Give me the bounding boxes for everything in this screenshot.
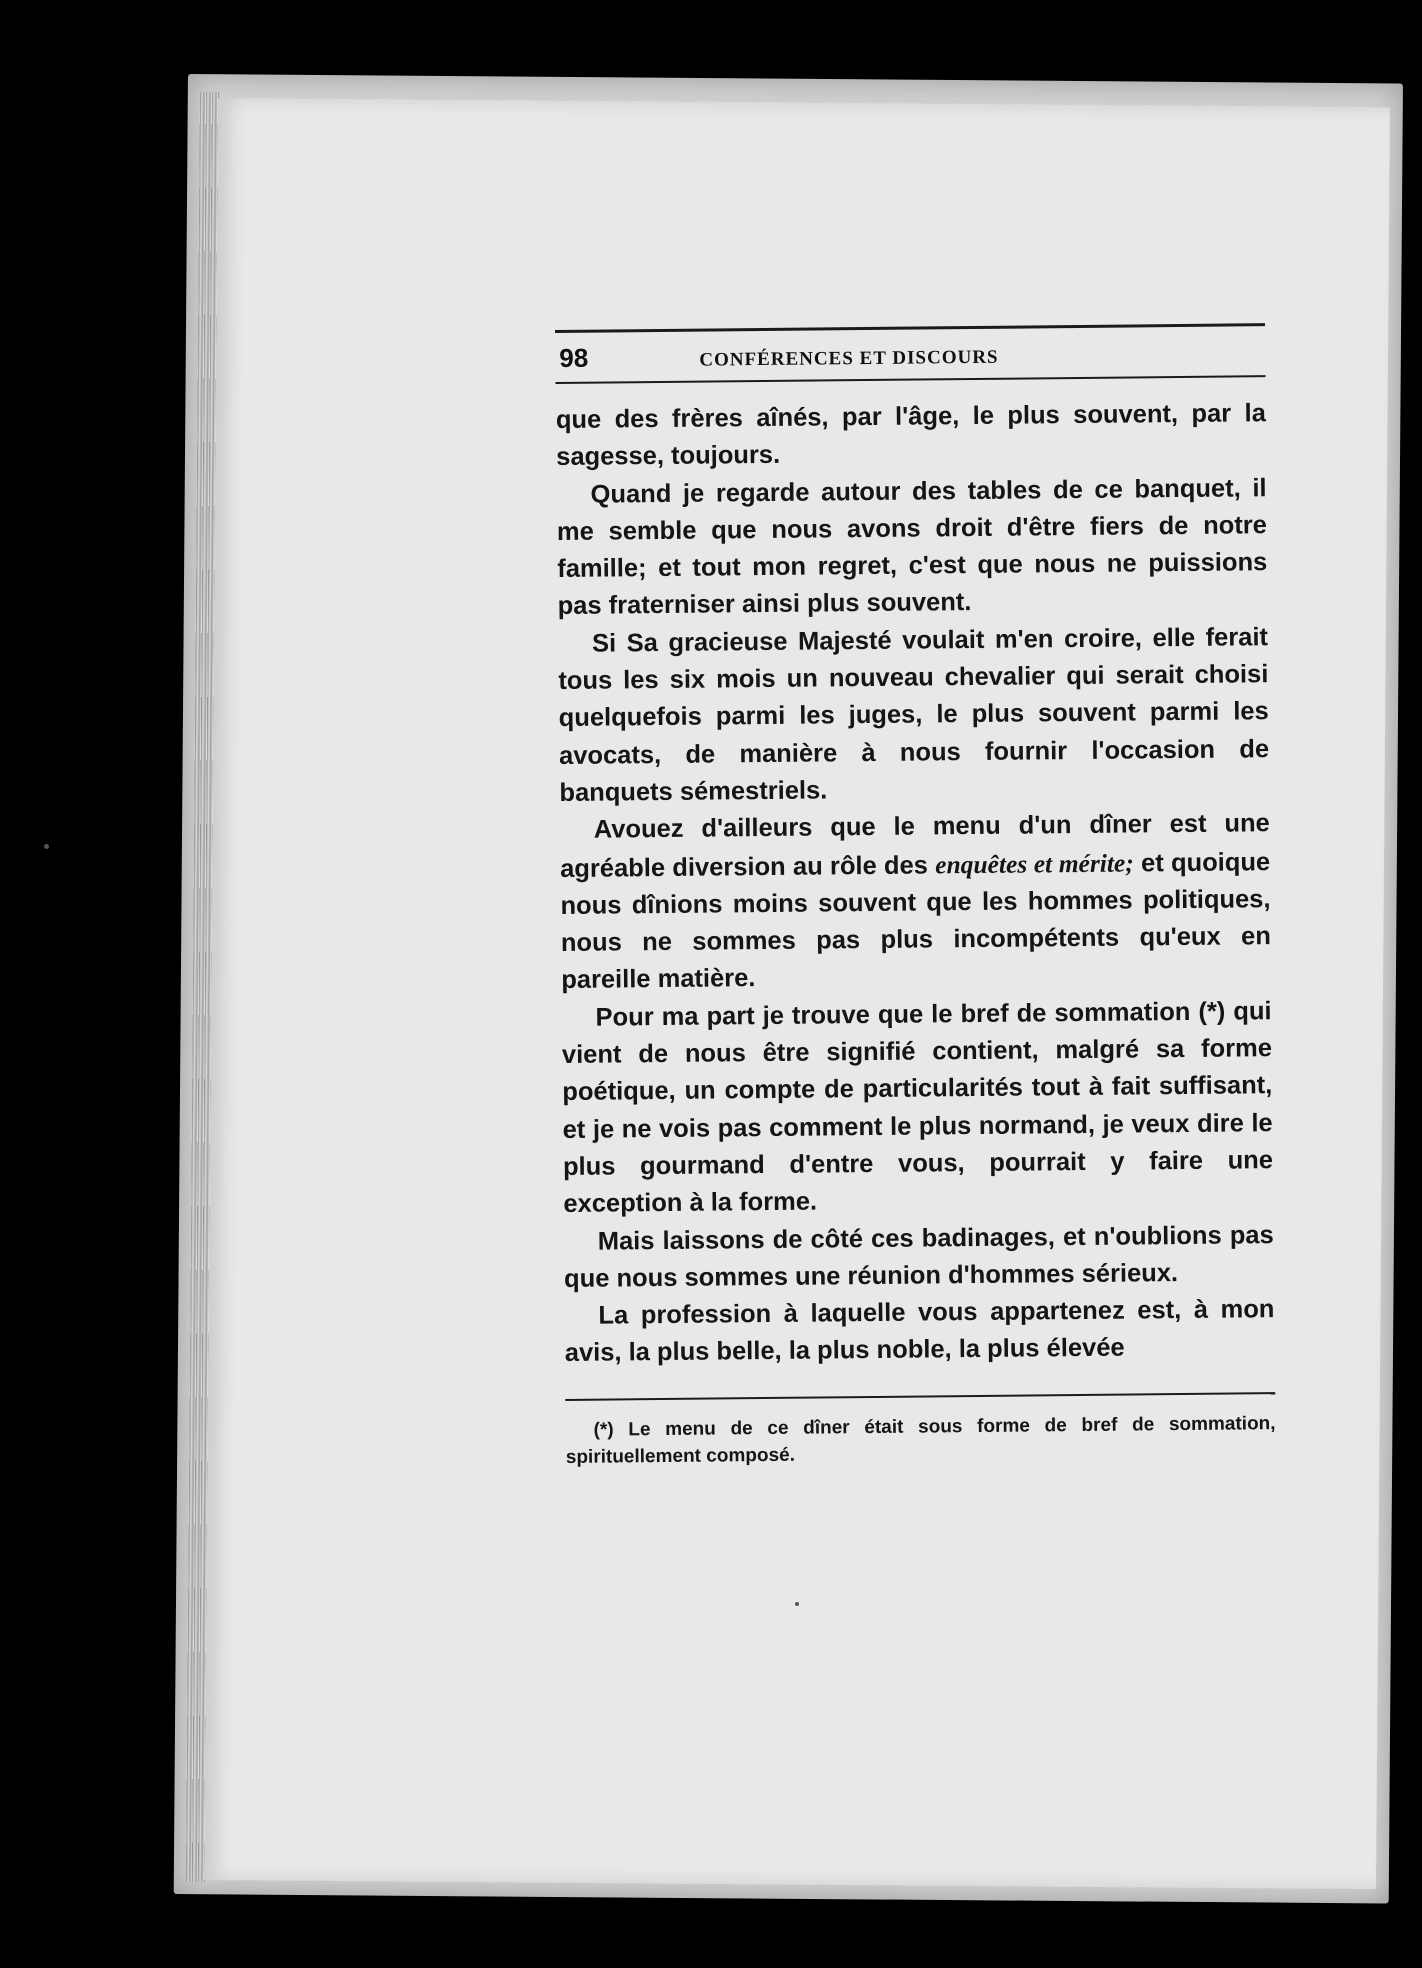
paragraph: Pour ma part je trouve que le bref de sommation (*) qui vient de nous être signifié contient, malgré sa forme poétique, un compte de particularités tout à fait suffisant, et je ne vois pas comment le plus normand, je veux dire le plus gourmand d'entre vous, pourrait y faire une exception à la forme. xyxy=(561,996,1274,1219)
running-title: CONFÉRENCES ET DISCOURS xyxy=(699,346,999,371)
paragraph: La profession à laquelle vous appartenez est, à mon avis, la plus belle, la plus noble, la plus élevée xyxy=(564,1295,1275,1368)
footnote: (*) Le menu de ce dîner était sous forme de bref de sommation, spirituellement composé. xyxy=(565,1412,1276,1468)
paragraph: Si Sa gracieuse Majesté voulait m'en croire, elle ferait tous les six mois un nouveau chevalier qui serait choisi quelquefois parmi les juges, le plus souvent parmi les avocats, de manière à nous fournir l'occasion de banquets sémestriels. xyxy=(558,622,1270,807)
paragraph xyxy=(560,805,1272,999)
italic-phrase: enquêtes et mérite; xyxy=(935,848,1134,879)
page-text-block xyxy=(555,323,1276,1470)
body-text xyxy=(556,395,1275,1372)
header-rule-bottom xyxy=(555,375,1265,384)
dust-speck xyxy=(44,844,49,849)
paragraph: que des frères aînés, par l'âge, le plus souvent, par la sagesse, toujours. xyxy=(555,399,1266,472)
paragraph-text: Avouez d'ailleurs que le menu d'un dîner est une agréable diversion au rôle des xyxy=(560,809,1270,883)
page-header xyxy=(555,336,1265,374)
paragraph-text: et quoique nous dînions moins souvent que les hommes politiques, nous ne sommes pas plus incompétents qu'eux en pareille matière. xyxy=(560,847,1271,995)
dust-speck xyxy=(795,1602,799,1606)
paragraph: Quand je regarde autour des tables de ce banquet, il me semble que nous avons droit d'être fiers de notre famille; et tout mon regret, c'est que nous ne puissions pas fraterniser ainsi plus souvent. xyxy=(556,473,1268,621)
paragraph: Mais laissons de côté ces badinages, et n'oublions pas que nous sommes une réunion d'hommes sérieux. xyxy=(563,1220,1274,1293)
footnote-rule xyxy=(565,1392,1275,1401)
page-number: 98 xyxy=(559,342,589,373)
